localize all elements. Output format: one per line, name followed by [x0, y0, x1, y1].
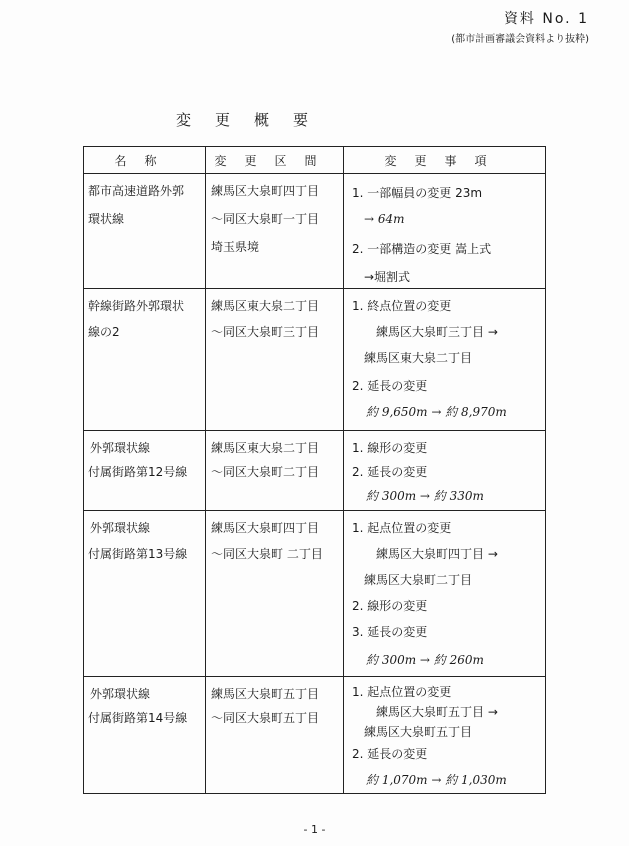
header-name: 名称	[84, 147, 206, 174]
page-number: - 1 -	[303, 823, 326, 836]
table-row	[84, 511, 546, 677]
name-cell	[84, 677, 206, 794]
change-line: 約 300m → 約 330m	[366, 489, 484, 503]
change-line: →堀割式	[364, 270, 411, 284]
change-line: 1. 起点位置の変更	[352, 685, 452, 699]
table-row	[84, 677, 546, 794]
name-line: 都市高速道路外郭	[88, 184, 185, 198]
name-line: 外郭環状線	[90, 687, 151, 701]
change-line: 2. 延長の変更	[352, 465, 428, 479]
section-line: ～同区大泉町三丁目	[211, 325, 320, 339]
name-line: 外郭環状線	[90, 441, 151, 455]
changes-cell	[344, 431, 546, 511]
name-line: 付属街路第12号線	[88, 465, 188, 479]
change-line: 1. 起点位置の変更	[352, 521, 452, 535]
source-note: (都市計画審議会資料より抜粋)	[451, 34, 589, 45]
table-row	[84, 174, 546, 289]
name-cell	[84, 431, 206, 511]
change-line: 練馬区大泉町四丁目 →	[376, 547, 498, 561]
page-title: 変更概要	[176, 111, 333, 129]
name-line: 外郭環状線	[90, 521, 151, 535]
table-row	[84, 289, 546, 431]
name-line: 環状線	[88, 212, 125, 226]
section-line: 練馬区大泉町四丁目	[211, 184, 320, 198]
name-line: 付属街路第14号線	[88, 711, 188, 725]
change-line: 2. 延長の変更	[352, 747, 428, 761]
name-line: 付属街路第13号線	[88, 547, 188, 561]
document-reference: 資料 No. 1	[503, 11, 589, 27]
name-cell	[84, 289, 206, 431]
change-line: 1. 終点位置の変更	[352, 299, 452, 313]
header-changes: 変更事項	[344, 147, 546, 174]
change-line: 練馬区大泉町五丁目 →	[376, 705, 498, 719]
changes-cell	[344, 289, 546, 431]
name-line: 線の2	[88, 325, 120, 339]
changes-cell	[344, 511, 546, 677]
change-line: 1. 一部幅員の変更 23m	[352, 186, 483, 200]
change-line: 2. 一部構造の変更 嵩上式	[352, 242, 492, 256]
change-line: 練馬区大泉町二丁目	[364, 573, 473, 587]
section-cell	[206, 289, 344, 431]
change-line: 2. 線形の変更	[352, 599, 428, 613]
header-section: 変更区間	[206, 147, 344, 174]
change-line: 3. 延長の変更	[352, 625, 428, 639]
change-line: 練馬区大泉町三丁目 →	[376, 325, 498, 339]
changes-cell	[344, 174, 546, 289]
section-line: 練馬区東大泉二丁目	[211, 441, 320, 455]
change-line: 約 9,650m → 約 8,970m	[366, 405, 507, 419]
section-line: 練馬区大泉町四丁目	[211, 521, 320, 535]
change-line: 練馬区大泉町五丁目	[364, 725, 473, 739]
change-line: 約 1,070m → 約 1,030m	[366, 773, 507, 787]
changes-cell	[344, 677, 546, 794]
section-cell	[206, 511, 344, 677]
name-cell	[84, 174, 206, 289]
section-line: ～同区大泉町一丁目	[211, 212, 320, 226]
section-line: 埼玉県境	[211, 240, 260, 254]
change-line: 練馬区東大泉二丁目	[364, 351, 473, 365]
section-cell	[206, 677, 344, 794]
section-line: 練馬区東大泉二丁目	[211, 299, 320, 313]
change-summary-table	[83, 146, 546, 794]
name-cell	[84, 511, 206, 677]
section-line: ～同区大泉町 二丁目	[211, 547, 323, 561]
section-line: ～同区大泉町五丁目	[211, 711, 320, 725]
table-header-row	[84, 147, 546, 174]
table-row	[84, 431, 546, 511]
change-line: 2. 延長の変更	[352, 379, 428, 393]
change-line: 1. 線形の変更	[352, 441, 428, 455]
section-line: ～同区大泉町二丁目	[211, 465, 320, 479]
change-line: 約 300m → 約 260m	[366, 653, 484, 667]
section-line: 練馬区大泉町五丁目	[211, 687, 320, 701]
change-line: → 64m	[364, 212, 405, 226]
section-cell	[206, 431, 344, 511]
name-line: 幹線街路外郭環状	[88, 299, 185, 313]
section-cell	[206, 174, 344, 289]
